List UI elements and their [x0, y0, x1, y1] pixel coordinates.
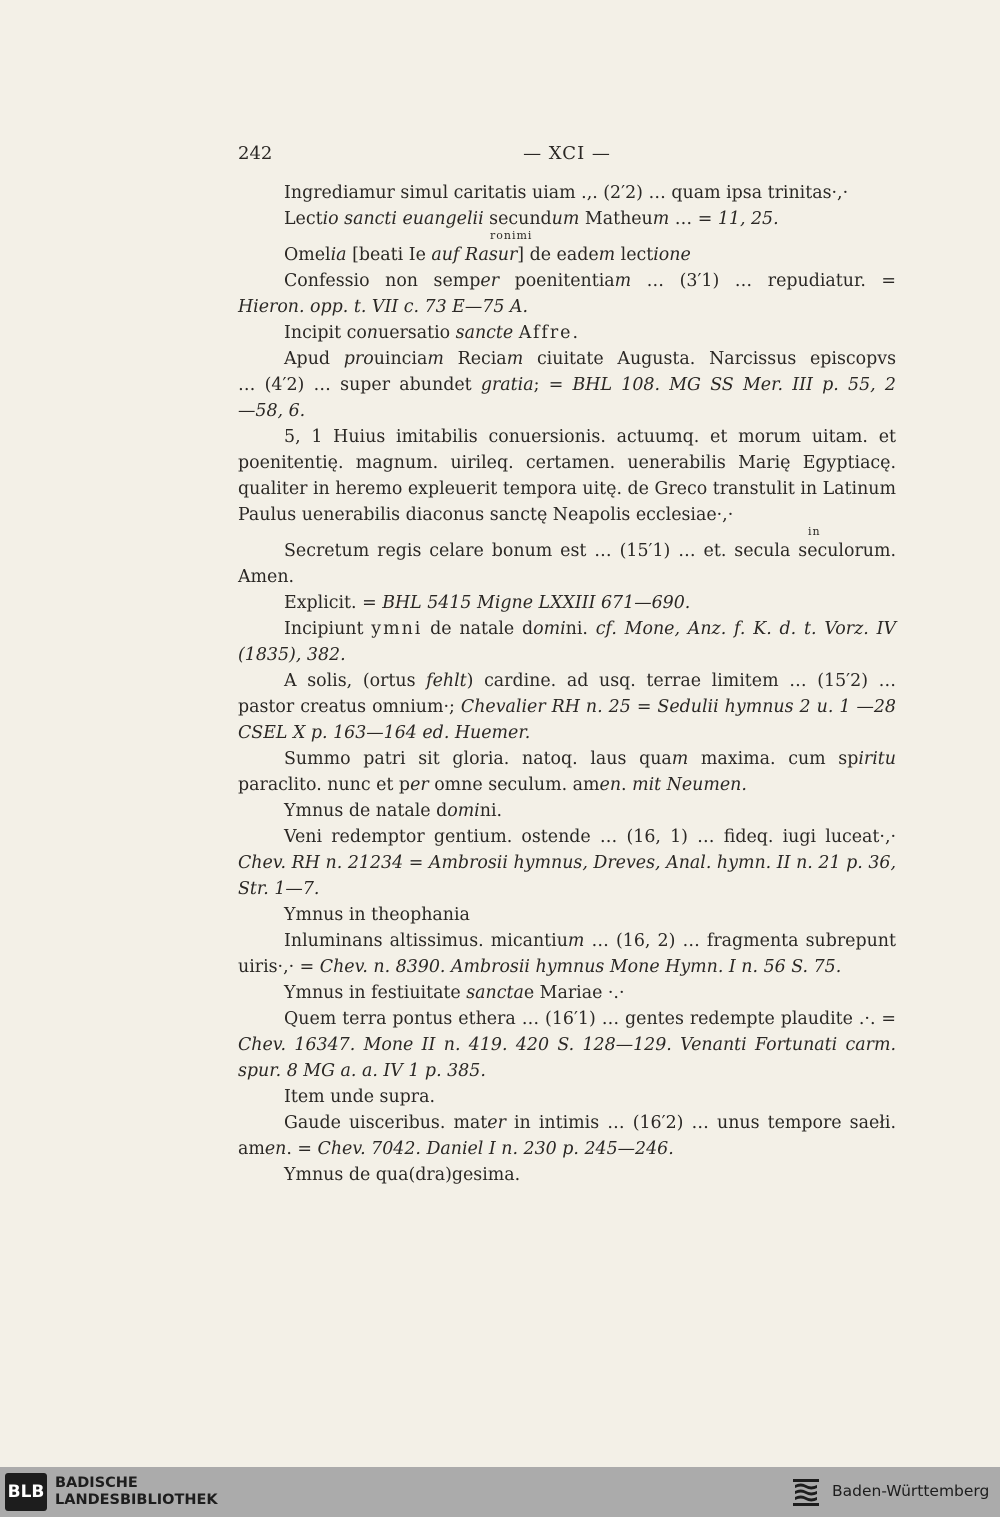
interlinear-note: ronimi: [490, 229, 533, 242]
text-line: Lectio sancti euangelii secundum Matheum … = 11, 25.: [284, 209, 779, 229]
text-line: Ymnus de natale domini.: [284, 801, 503, 821]
body-text: [238, 180, 896, 1188]
text-line: Ymnus in theophania: [284, 905, 470, 925]
blb-logo[interactable]: BLB: [5, 1473, 47, 1511]
text-line: Summo patri sit gloria. natoq. laus quam maxima. cum spiritu paraclito. nunc et per omne seculum. amen. mit Neumen.: [238, 749, 896, 795]
text-line: Veni redemptor gentium. ostende … (16, 1) … fideq. iugi luceat·,· Chev. RH n. 21234 = Ambrosii hymnus, Dreves, Anal. hymn. II n. 21 p. 36, Str. 1—7.: [238, 827, 896, 899]
text-line: Inluminans altissimus. micantium … (16, 2) … fragmenta subrepunt uiris·,· = Chev. n. 8390. Ambrosii hymnus Mone Hymn. I n. 56 S. 75.: [238, 931, 896, 977]
text-line: Explicit. = BHL 5415 Migne LXXIII 671—690.: [284, 593, 691, 613]
library-name-line2: LANDESBIBLIOTHEK: [55, 1492, 218, 1508]
coat-of-arms-icon: [791, 1476, 821, 1508]
text-line: Hieron. opp. t. VII c. 73 E—75 A.: [238, 297, 529, 317]
text-line: in Secretum regis celare bonum est … (15′1) … et. secula seculorum. Amen.: [238, 525, 896, 587]
state-name[interactable]: Baden-Württemberg: [832, 1482, 990, 1500]
text-line: Ingrediamur simul caritatis uiam .,. (2′2) … quam ipsa trinitas·,·: [284, 183, 849, 203]
running-head: — XCI —: [523, 143, 611, 164]
text-line: Quem terra pontus ethera … (16′1) … gentes redempte plaudite .·. = Chev. 16347. Mone II n. 419. 420 S. 128—129. Venanti Fortunati carm. spur. 8 MG a. a. IV 1 p. 385.: [238, 1009, 896, 1081]
text-line: A solis, (ortus fehlt) cardine. ad usq. terrae limitem … (15′2) … pastor creatus omnium·; Chevalier RH n. 25 = Sedulii hymnus 2 u. 1 —28 CSEL X p. 163—164 ed. Huemer.: [238, 671, 897, 743]
library-name[interactable]: [55, 1475, 218, 1509]
text-line: Incipiunt ymni de natale domini. cf. Mone, Anz. f. K. d. t. Vorz. IV (1835), 382.: [238, 619, 897, 665]
text-line: Ymnus de qua(dra)gesima.: [284, 1165, 521, 1185]
interlinear-note: in: [808, 525, 821, 538]
text-line: Gaude uisceribus. mater in intimis … (16′2) … unus tempore saełi. amen. = Chev. 7042. Daniel I n. 230 p. 245—246.: [238, 1113, 896, 1159]
page-header: [238, 143, 896, 169]
text-line: —58, 6.: [238, 401, 306, 421]
text-line: ronimi Omelia [beati Ie auf Rasur] de eadem lectione: [284, 229, 691, 265]
page-number: 242: [238, 143, 273, 164]
footer-bar: [0, 1467, 1000, 1517]
text-line: … (4′2) … super abundet gratia; = BHL 108. MG SS Mer. III p. 55, 2: [238, 375, 896, 395]
text-line: 5, 1 Huius imitabilis conuersionis. actuumq. et morum uitam. et poenitentię. magnum. uirileq. certamen. uenerabilis Marię Egyptiacę. qualiter in heremo expleuerit tempora uitę. de Greco transtulit in Latinum Paulus uenerabilis diaconus sanctę Neapolis ecclesiae·,·: [238, 427, 896, 525]
text-line: Ymnus in festiuitate sanctae Mariae ·.·: [284, 983, 625, 1003]
library-name-line1: BADISCHE: [55, 1475, 138, 1491]
text-line: Item unde supra.: [284, 1087, 435, 1107]
text-line: Incipit conuersatio sancte Affre.: [284, 323, 578, 343]
text-line: Apud prouinciam Reciam ciuitate Augusta. Narcissus episcopvs: [284, 349, 897, 369]
text-line: Confessio non semper poenitentiam … (3′1) … repudiatur. =: [284, 271, 896, 291]
